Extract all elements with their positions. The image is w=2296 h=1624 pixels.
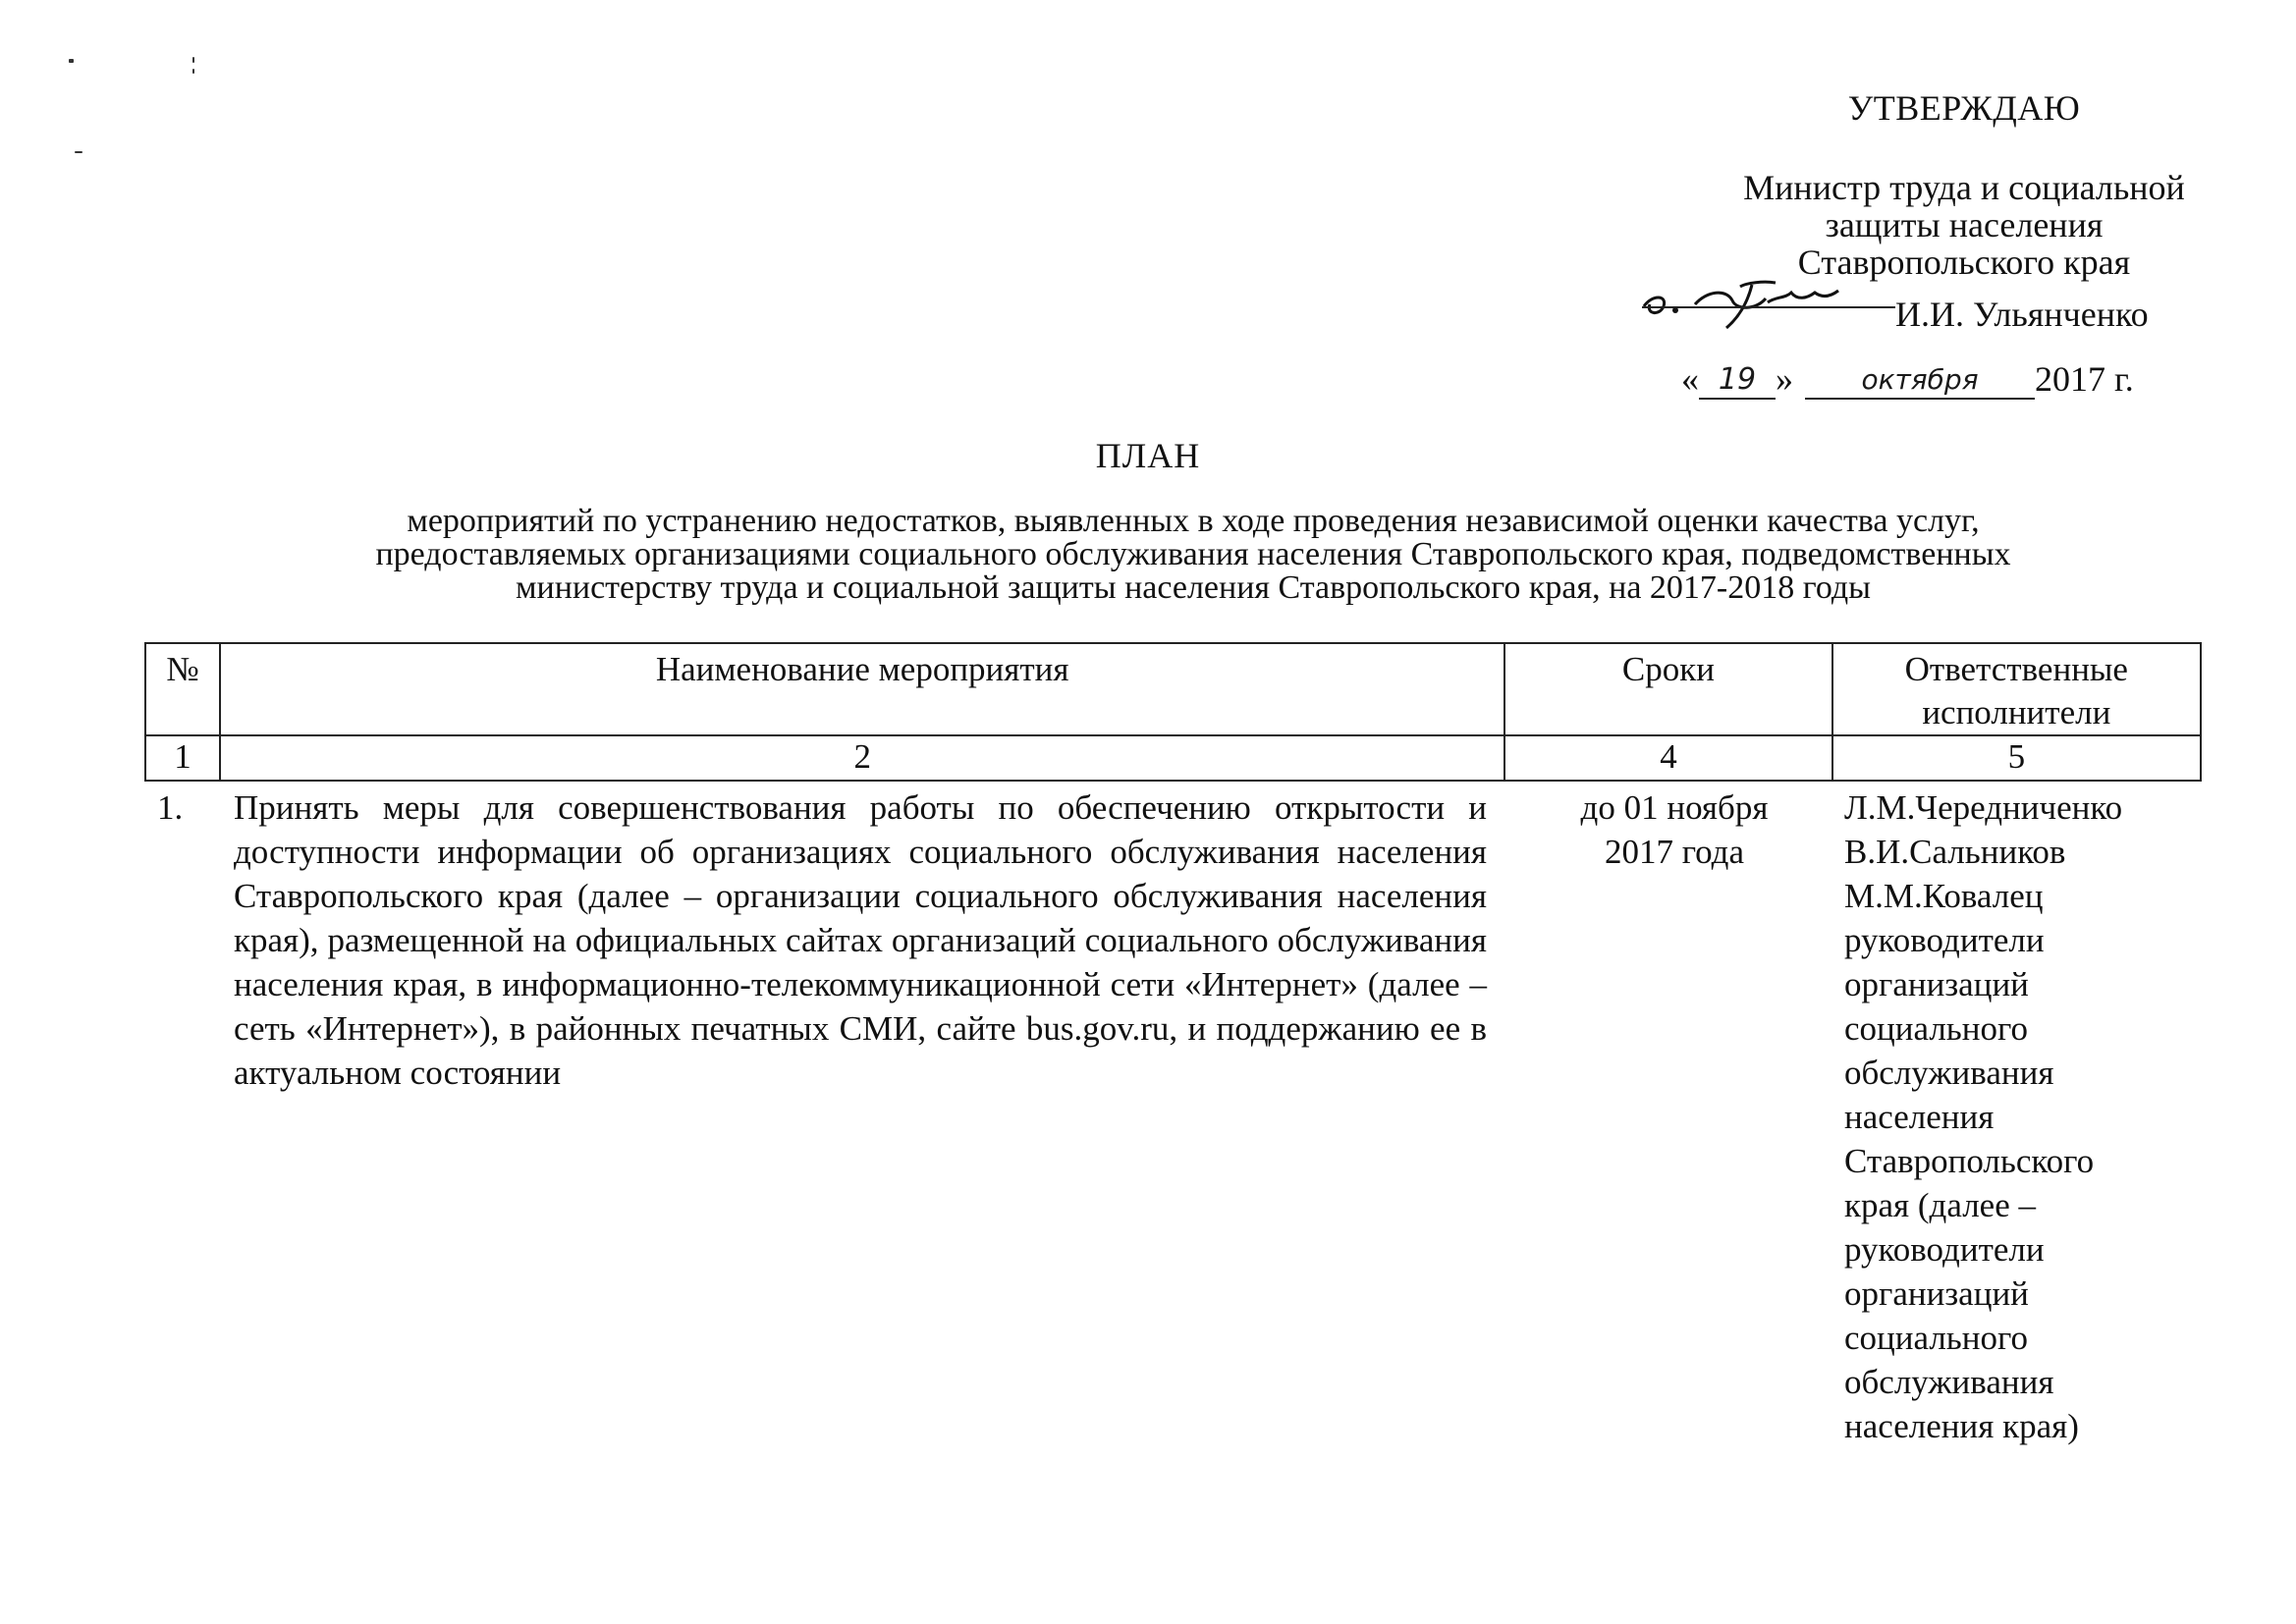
approval-org-line: Ставропольского края: [1797, 243, 2131, 282]
responsible-line: обслуживания: [1844, 1054, 2054, 1092]
row-number: 1.: [157, 788, 184, 827]
row-responsible: [1844, 785, 2198, 1448]
approval-org-line: защиты населения: [1825, 205, 2104, 244]
header-responsible: [1832, 643, 2201, 735]
scan-speck: [192, 69, 194, 74]
header-number: №: [145, 643, 220, 735]
responsible-line: социального: [1844, 1319, 2028, 1357]
row-deadline-line: 2017 года: [1604, 833, 1745, 871]
signer-name: И.И. Ульянченко: [1895, 295, 2149, 334]
responsible-line: обслуживания: [1844, 1363, 2054, 1401]
row-deadline: [1527, 785, 1822, 874]
header-responsible-line: Ответственные: [1904, 650, 2128, 688]
header-event-name: Наименование мероприятия: [220, 643, 1504, 735]
subtitle-line: предоставляемых организациями социального обслуживания населения Ставропольского края, подведомственных: [375, 536, 2011, 572]
subtitle-line: министерству труда и социальной защиты населения Ставропольского края, на 2017-2018 годы: [515, 569, 1872, 606]
responsible-line: М.М.Ковалец: [1844, 877, 2044, 915]
signature-line: [1642, 306, 1895, 308]
responsible-line: края (далее –: [1844, 1186, 2036, 1224]
approval-date: [1681, 358, 2134, 400]
scan-speck: [75, 151, 82, 153]
responsible-line: населения края): [1844, 1407, 2079, 1445]
date-close-quote: »: [1776, 359, 1793, 399]
table-header-row: [145, 643, 2201, 735]
approval-title: УТВЕРЖДАЮ: [1847, 88, 2081, 128]
column-number: 4: [1504, 735, 1831, 781]
date-day: 19: [1699, 362, 1776, 400]
date-month: октября: [1805, 362, 2035, 400]
responsible-line: социального: [1844, 1009, 2028, 1048]
responsible-line: населения: [1844, 1098, 1995, 1136]
responsible-line: Ставропольского: [1844, 1142, 2095, 1180]
column-number: 5: [1832, 735, 2201, 781]
column-number: 1: [145, 735, 220, 781]
responsible-line: руководители: [1844, 921, 2045, 959]
date-open-quote: «: [1681, 359, 1699, 399]
responsible-line: Л.М.Чередниченко: [1844, 788, 2123, 827]
approval-organization: [1650, 169, 2278, 281]
header-responsible-line: исполнители: [1922, 693, 2111, 731]
responsible-line: руководители: [1844, 1230, 2045, 1269]
responsible-line: организаций: [1844, 1274, 2029, 1313]
row-deadline-line: до 01 ноября: [1580, 788, 1769, 827]
handwritten-signature: [1638, 277, 1893, 346]
approval-org-line: Министр труда и социальной: [1743, 168, 2185, 207]
document-title: ПЛАН: [1095, 436, 1201, 475]
responsible-line: организаций: [1844, 965, 2029, 1003]
column-number: 2: [220, 735, 1504, 781]
column-number-row: [145, 735, 2201, 781]
header-deadline: Сроки: [1504, 643, 1831, 735]
row-event-text: Принять меры для совершенствования работы по обеспечению открытости и доступности информации об организациях социального обслуживания населения Ставропольского края (далее – организации социального обслуживания населения края), размещенной на официальных сайтах организаций социального обслуживания населения края, в информационно-телекоммуникационной сети «Интернет» (далее – сеть «Интернет»), в районных печатных СМИ, сайте bus.gov.ru, и поддержанию ее в актуальном состоянии: [234, 788, 1487, 1092]
scan-speck: [69, 59, 74, 63]
responsible-line: В.И.Сальников: [1844, 833, 2066, 871]
subtitle-line: мероприятий по устранению недостатков, выявленных в ходе проведения независимой оценки качества услуг,: [407, 503, 1980, 539]
date-year: 2017 г.: [2035, 359, 2134, 399]
scan-speck: [192, 57, 194, 63]
document-subtitle: [216, 505, 2170, 605]
plan-table: [144, 642, 2202, 782]
